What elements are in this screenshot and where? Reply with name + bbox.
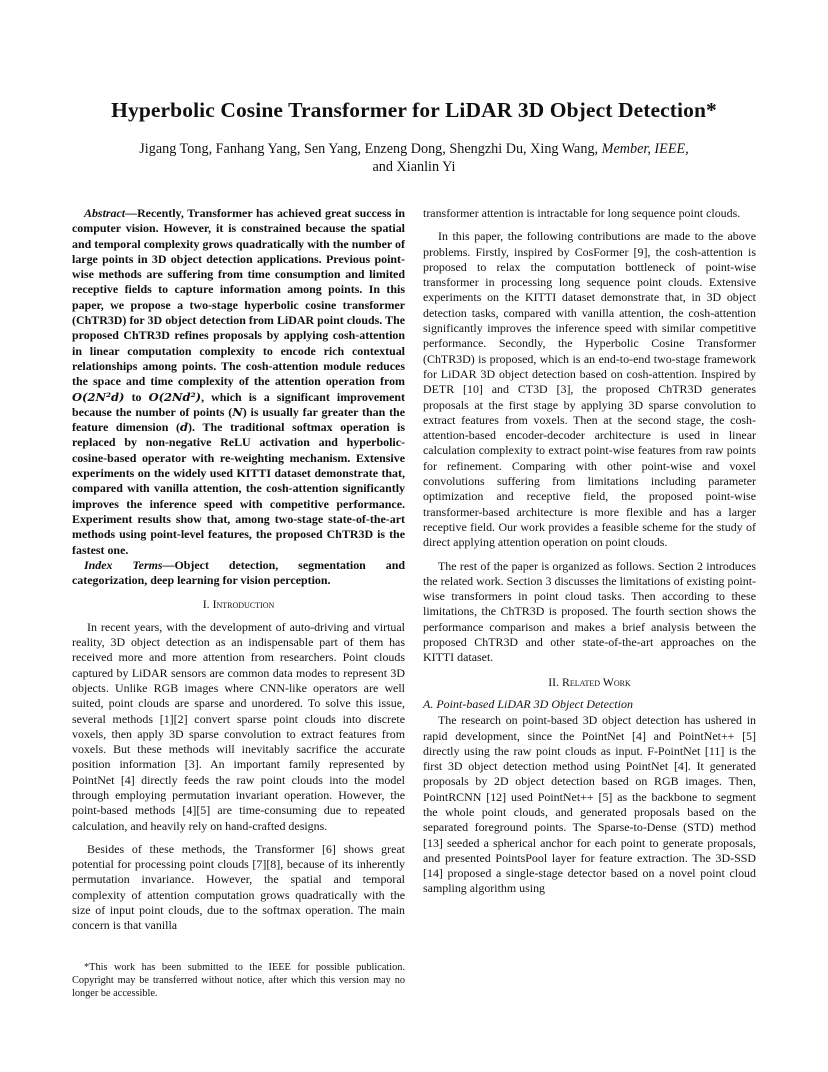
abstract-text-2: to bbox=[124, 389, 149, 404]
contributions-paragraph: In this paper, the following contributions are made to the above problems. Firstly, inspired by CosFormer [9], the cosh-attention is proposed to relax the computation bottleneck of point-wise transformer in processing long sequence point clouds. Extensive experiments on the KITTI dataset demonstrate that, in 3D object detection tasks, compared with vanilla attention, the cosh-attention significantly improves the inference speed with similar competitive performance. Secondly, the Hyperbolic Cosine Transformer (ChTR3D) is proposed, which is an end-to-end two-stage framework for LiDAR 3D object detection based on cosh-attention. Inspired by DETR [10] and CT3D [3], the proposed ChTR3D generates proposals at the first stage by applying 3D sparse convolution to extract features from voxels. Then at the second stage, the cosh-attention-based encoder-decoder architecture is used in linear calculation complexity to extract point-wise features from raw points for refinement. Comparing with other point-wise and voxel convolutions suffering from limitations including parameter optimization and receptive field, the proposed point-wise transformer-based architecture is more flexible and has a larger receptive field. Our work provides a feasible scheme for the study of direct applying attention operation on point clouds. bbox=[423, 229, 756, 550]
section-title: Introduction bbox=[212, 597, 275, 612]
abstract-text-1: —Recently, Transformer has achieved great success in computer vision. However, it is constrained because the spatial and temporal complexity grows quadratically with the number of large points in 3D object detection applications. Previous point-wise methods are suffering from time consumption and limited receptive fields to capture information among points. In this paper, we propose a two-stage hyperbolic cosine transformer (ChTR3D) for 3D object detection from LiDAR point clouds. The proposed ChTR3D refines proposals by applying cosh-attention in linear computation complexity to encode rich contextual relationships among points. The cosh-attention module reduces the space and time complexity of the attention operation from bbox=[72, 206, 405, 389]
section-heading-related-work bbox=[423, 675, 756, 690]
author-last: and Xianlin Yi bbox=[372, 159, 456, 175]
index-terms bbox=[72, 558, 405, 589]
abstract-text-5: ). The traditional softmax operation is replaced by non-negative ReLU activation and hyperbolic-cosine-based operator with re-weighting mechanism. Extensive experiments on the widely used KITTI dataset demonstrate that, compared with vanilla attention, the cosh-attention significantly improves the inference speed with competitive performance. Experiment results show that, among two-stage state-of-the-art methods using point-level features, the proposed ChTR3D is the fastest one. bbox=[72, 420, 405, 557]
section-title: Related Work bbox=[561, 674, 631, 689]
abstract-text-4: ) is usually far greater than the feature dimension ( bbox=[72, 404, 405, 435]
index-terms-label: Index Terms bbox=[84, 557, 163, 572]
footnote: *This work has been submitted to the IEEE for possible publication. Copyright may be transferred without notice, after which this version may no longer be accessible. bbox=[72, 962, 405, 999]
abstract-math-1: O(2N²d) bbox=[72, 389, 125, 404]
related-paragraph-1: The research on point-based 3D object detection has ushered in rapid development, since the PointNet [4] and PointNet++ [5] directly using the raw point clouds as input. F-PointNet [11] is the first 3D object detection method using PointNet [4]. It generated proposals by 2D object detection based on RGB images. Then, PointRCNN [12] used PointNet++ [5] as the backbone to segment the whole point clouds, and generated proposals based on the separated foreground points. The Sparse-to-Dense (STD) method [13] seeded a spherical anchor for each point to generate proposals, and presented PointsPool layer for feature extraction. The 3D-SSD [14] proposed a single-stage detector based on a novel point cloud sampling algorithm using bbox=[423, 713, 756, 896]
section-number: I. bbox=[202, 597, 213, 612]
author-names: Jigang Tong, Fanhang Yang, Sen Yang, Enzeng Dong, Shengzhi Du, Xing Wang, bbox=[139, 141, 599, 157]
abstract-label: Abstract bbox=[84, 206, 126, 220]
intro-paragraph-1: In recent years, with the development of auto-driving and virtual reality, 3D object detection as an indispensable part of them has received more and more attention from researchers. Point clouds captured by LiDAR sensors are common data modes to represent 3D objects. Unlike RGB images where CNN-like operators are well suited, point clouds are sparse and unordered. To solve this issue, several methods [1][2] convert sparse point clouds into discrete voxels, then apply 3D sparse convolution to extract features from voxels. But these methods will inevitably sacrifice the accurate position information [3]. An important family represented by PointNet [4] directly feeds the raw point clouds into the model through employing permutation invariant operation. However, the point-based methods [4][5] are time-consuming due to repeated calculation, and heavily rely on hand-crafted designs. bbox=[72, 619, 405, 833]
right-column bbox=[423, 206, 756, 897]
right-paragraph-continued: transformer attention is intractable for long sequence point clouds. bbox=[423, 206, 741, 220]
subsection-heading-point-based: A. Point-based LiDAR 3D Object Detection bbox=[423, 696, 633, 711]
organization-paragraph: The rest of the paper is organized as follows. Section 2 introduces the related work. Section 3 discusses the limitations of existing point-wise transformers in point cloud tasks. Then according to these limitations, the ChTR3D is proposed. The fourth section shows the performance comparison and makes a brief analysis between the proposed ChTR3D and other state-of-the-art approaches on the KITTI dataset. bbox=[423, 558, 756, 665]
section-number: II. bbox=[548, 674, 562, 689]
author-list bbox=[80, 140, 748, 176]
abstract-text-3: , which is a significant improvement because the number of points ( bbox=[72, 389, 405, 419]
section-heading-introduction bbox=[72, 597, 405, 612]
index-terms-text: —Object detection, segmentation and categorization, deep learning for vision perception. bbox=[72, 557, 405, 588]
abstract-math-3: N bbox=[232, 404, 243, 419]
left-column bbox=[72, 206, 405, 934]
abstract-math-2: O(2Nd²) bbox=[148, 389, 202, 404]
intro-paragraph-2: Besides of these methods, the Transformer [6] shows great potential for processing point clouds [7][8], because of its inherently permutation invariance. However, the spatial and temporal complexity of attention computation grows quadratically with the size of input point clouds, due to the softmax operation. The main concern is that vanilla bbox=[72, 841, 405, 933]
abstract bbox=[72, 206, 405, 558]
abstract-math-4: d bbox=[180, 420, 189, 435]
paper-title: Hyperbolic Cosine Transformer for LiDAR 3D Object Detection* bbox=[111, 98, 717, 122]
author-membership: Member, IEEE, bbox=[601, 141, 689, 157]
